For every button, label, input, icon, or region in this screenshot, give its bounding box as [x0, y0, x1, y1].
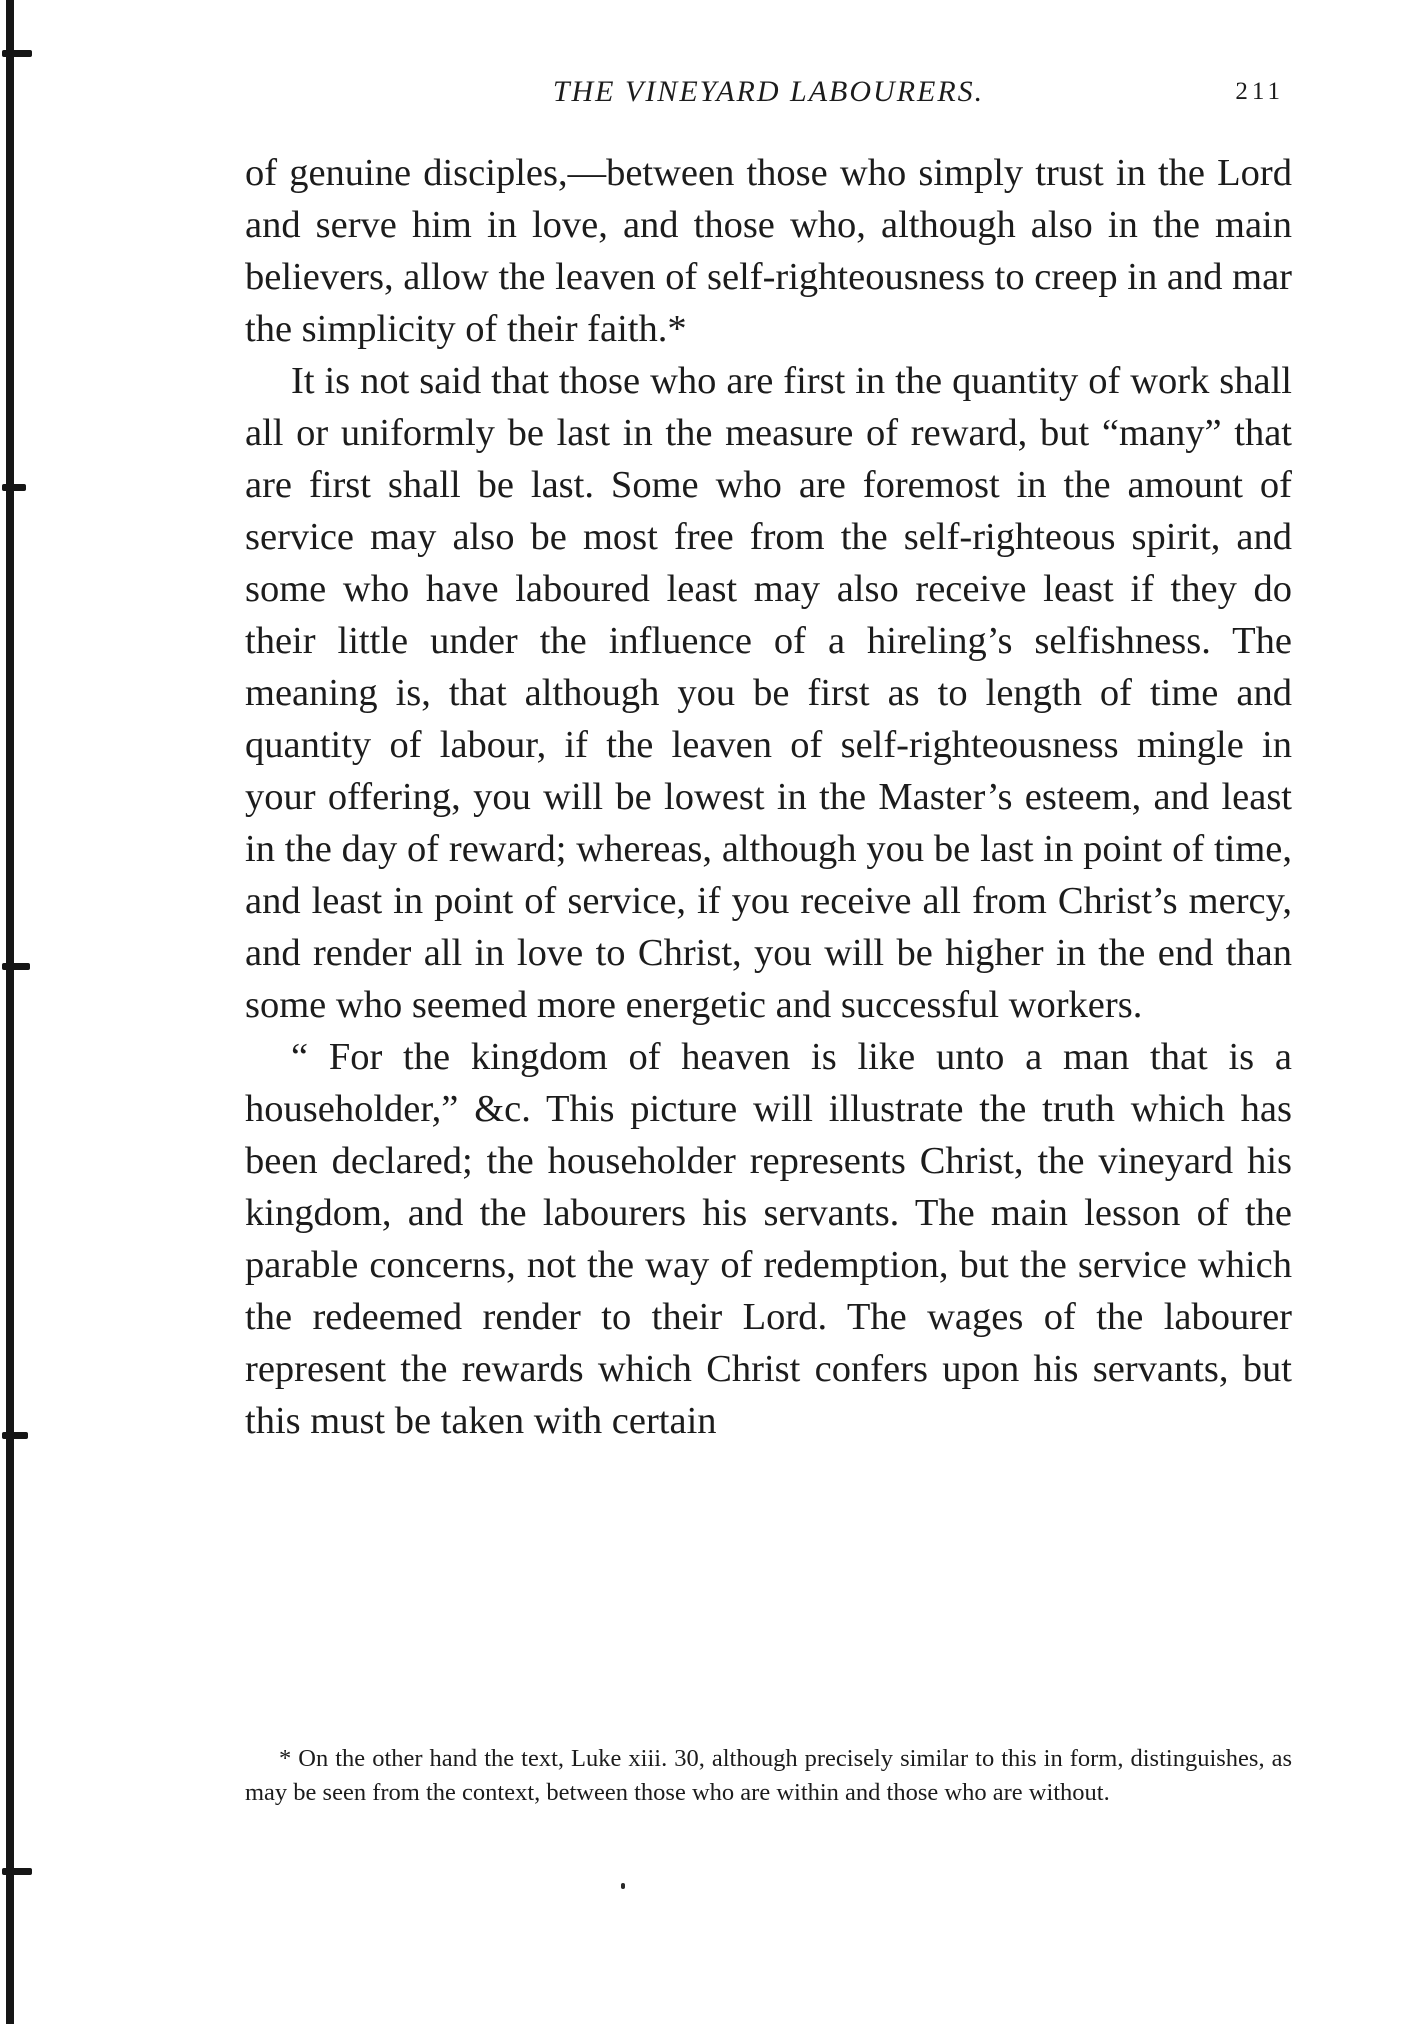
- binding-notch: [2, 1432, 28, 1439]
- body-text: [245, 147, 1292, 1447]
- binding-notch: [2, 50, 32, 57]
- running-title: THE VINEYARD LABOURERS.: [552, 75, 985, 108]
- footnote-text: * On the other hand the text, Luke xiii. 30, although precisely similar to this in form, distinguishes, as may be seen from the context, between those who are within and those who are without.: [245, 1745, 1292, 1806]
- ink-speck: [621, 1883, 625, 1889]
- binding-edge: [6, 0, 14, 2024]
- running-head: [245, 66, 1292, 114]
- paragraph: of genuine disciples,—between those who simply trust in the Lord and serve him in love, and those who, although also in the main believers, allow the leaven of self-righteousness to creep in and mar the simplicity of their faith.*: [245, 152, 1292, 350]
- paragraph: It is not said that those who are first in the quantity of work shall all or uniformly be last in the measure of reward, but “many” that are first shall be last. Some who are foremost in the amount of service may also be most free from the self-righteous spirit, and some who have laboured least may also receive least if they do their little under the influence of a hireling’s selfishness. The meaning is, that although you be first as to length of time and quantity of labour, if the leaven of self-righteousness mingle in your offering, you will be lowest in the Master’s esteem, and least in the day of reward; whereas, although you be last in point of time, and least in point of service, if you receive all from Christ’s mercy, and render all in love to Christ, you will be higher in the end than some who seemed more energetic and successful workers.: [245, 360, 1292, 1026]
- footnote: [245, 1742, 1292, 1810]
- binding-notch: [2, 1868, 32, 1875]
- binding-notch: [2, 484, 26, 491]
- binding-notch: [2, 963, 30, 970]
- page-number: 211: [1235, 78, 1284, 105]
- paragraph: “ For the kingdom of heaven is like unto a man that is a householder,” &c. This picture will illustrate the truth which has been declared; the householder represents Christ, the vineyard his kingdom, and the labourers his servants. The main lesson of the parable concerns, not the way of redemption, but the service which the redeemed render to their Lord. The wages of the labourer represent the rewards which Christ confers upon his servants, but this must be taken with certain: [245, 1036, 1292, 1442]
